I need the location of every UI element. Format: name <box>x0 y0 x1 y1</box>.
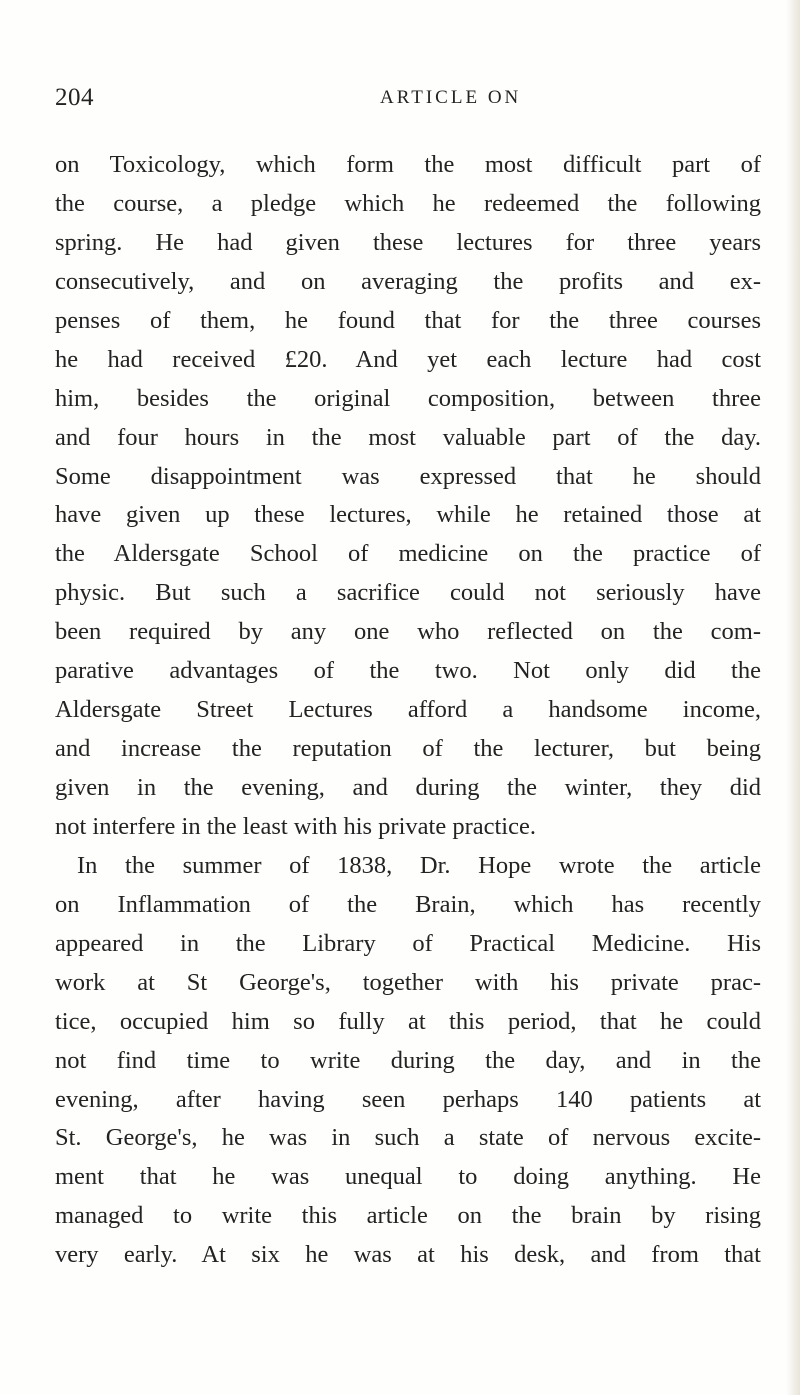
text-line: on Toxicology, which form the most difficult part of <box>55 151 761 178</box>
text-line: parative advantages of the two. Not only did the <box>55 657 761 685</box>
text-line: the course, a pledge which he redeemed the following <box>55 189 761 217</box>
page-edge <box>786 0 800 1395</box>
text-line: In the summer of 1838, Dr. Hope wrote the article <box>77 851 761 879</box>
text-line: Aldersgate Street Lectures afford a handsome income, <box>55 696 761 724</box>
text-line: St. George's, he was in such a state of nervous excite- <box>55 1124 761 1152</box>
text-line: very early. At six he was at his desk, and from that <box>55 1241 761 1269</box>
text-line: been required by any one who reflected on the com- <box>55 618 761 646</box>
text-line: managed to write this article on the brain by rising <box>55 1202 761 1230</box>
text-line: he had received £20. And yet each lecture had cost <box>55 345 761 373</box>
text-line: spring. He had given these lectures for three years <box>55 228 761 256</box>
text-line: Some disappointment was expressed that he should <box>55 462 761 490</box>
text-line: and four hours in the most valuable part of the day. <box>55 423 761 451</box>
running-head: ARTICLE ON <box>380 87 522 108</box>
text-line: given in the evening, and during the winter, they did <box>55 774 761 801</box>
page-number: 204 <box>55 84 94 111</box>
text-line: him, besides the original composition, between three <box>55 384 761 412</box>
body-text <box>55 146 761 1275</box>
text-line: not interfere in the least with his private practice. <box>55 812 536 840</box>
text-line: not find time to write during the day, and in the <box>55 1046 761 1074</box>
page-header <box>55 84 745 114</box>
text-line: consecutively, and on averaging the profits and ex- <box>55 267 761 295</box>
text-line: physic. But such a sacrifice could not seriously have <box>55 579 761 607</box>
text-line: and increase the reputation of the lecturer, but being <box>55 735 761 763</box>
text-line: the Aldersgate School of medicine on the practice of <box>55 540 761 568</box>
text-line: penses of them, he found that for the three courses <box>55 306 761 334</box>
text-line: appeared in the Library of Practical Medicine. His <box>55 929 761 957</box>
text-line: ment that he was unequal to doing anything. He <box>55 1163 761 1191</box>
text-line: on Inflammation of the Brain, which has recently <box>55 890 761 918</box>
text-line: tice, occupied him so fully at this period, that he could <box>55 1007 761 1035</box>
text-line: work at St George's, together with his private prac- <box>55 968 761 996</box>
text-line: have given up these lectures, while he retained those at <box>55 501 761 529</box>
text-line: evening, after having seen perhaps 140 patients at <box>55 1085 761 1113</box>
